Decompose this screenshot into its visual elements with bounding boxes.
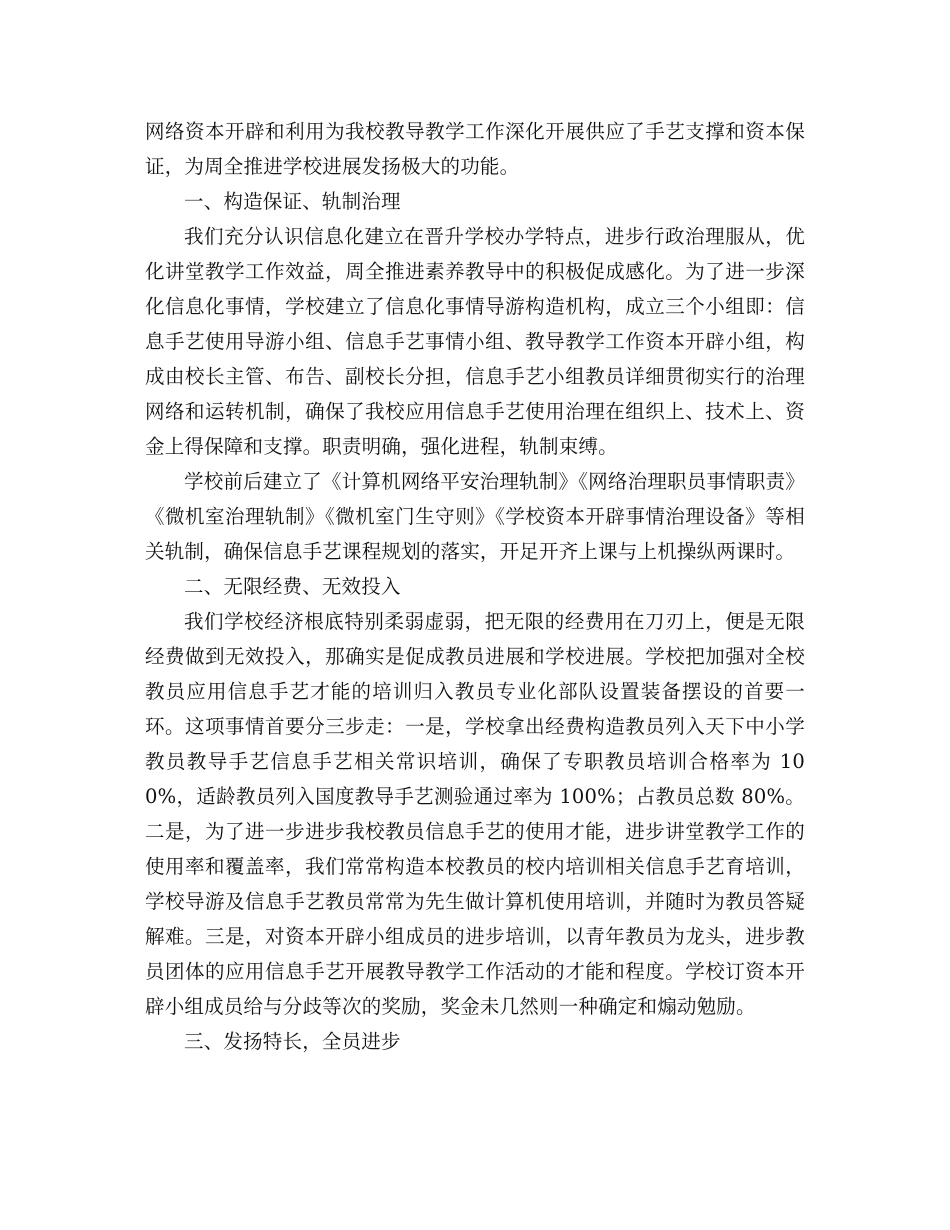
- paragraph-funding-training: 我们学校经济根底特别柔弱虚弱，把无限的经费用在刀刃上，便是无限经费做到无效投入，那确实是促成教员进展和学校进展。学校把加强对全校教员应用信息手艺才能的培训归入教员专业化部队设置装备摆设的首要一环。这项事情首要分三步走：一是，学校拿出经费构造教员列入天下中小学教员教导手艺信息手艺相关常识培训，确保了专职教员培训合格率为 100%，适龄教员列入国度教导手艺测验通过率为 100%；占教员总数 80%。二是，为了进一步进步我校教员信息手艺的使用才能，进步讲堂教学工作的使用率和覆盖率，我们常常构造本校教员的校内培训相关信息手艺育培训，学校导游及信息手艺教员常常为先生做计算机使用培训，并随时为教员答疑解难。三是，对资本开辟小组成员的进步培训，以青年教员为龙头，进步教员团体的应用信息手艺开展教导教学工作活动的才能和程度。学校订资本开辟小组成员给与分歧等次的奖励，奖金未几然则一种确定和煽动勉励。: [145, 610, 805, 1018]
- document-page: [145, 114, 805, 1059]
- section-heading-2: 二、无限经费、无效投入: [184, 575, 401, 598]
- paragraph-regulations: 学校前后建立了《计算机网络平安治理轨制》《网络治理职员事情职责》《微机室治理轨制》《微机室门生守则》《学校资本开辟事情治理设备》等相关轨制，确保信息手艺课程规划的落实，开足开齐上课与上机操纵两课时。: [145, 470, 805, 563]
- paragraph-intro-continuation: 网络资本开辟和利用为我校教导教学工作深化开展供应了手艺支撑和资本保证，为周全推进学校进展发扬极大的功能。: [145, 120, 805, 178]
- section-heading-3: 三、发扬特长，全员进步: [184, 1030, 401, 1053]
- paragraph-organization: 我们充分认识信息化建立在晋升学校办学特点，进步行政治理服从，优化讲堂教学工作效益，周全推进素养教导中的积极促成感化。为了进一步深化信息化事情，学校建立了信息化事情导游构造机构，成立三个小组即：信息手艺使用导游小组、信息手艺事情小组、教导教学工作资本开辟小组，构成由校长主管、布告、副校长分担，信息手艺小组教员详细贯彻实行的治理网络和运转机制，确保了我校应用信息手艺使用治理在组织上、技术上、资金上得保障和支撑。职责明确，强化进程，轨制束缚。: [145, 225, 805, 458]
- section-heading-1: 一、构造保证、轨制治理: [184, 190, 401, 213]
